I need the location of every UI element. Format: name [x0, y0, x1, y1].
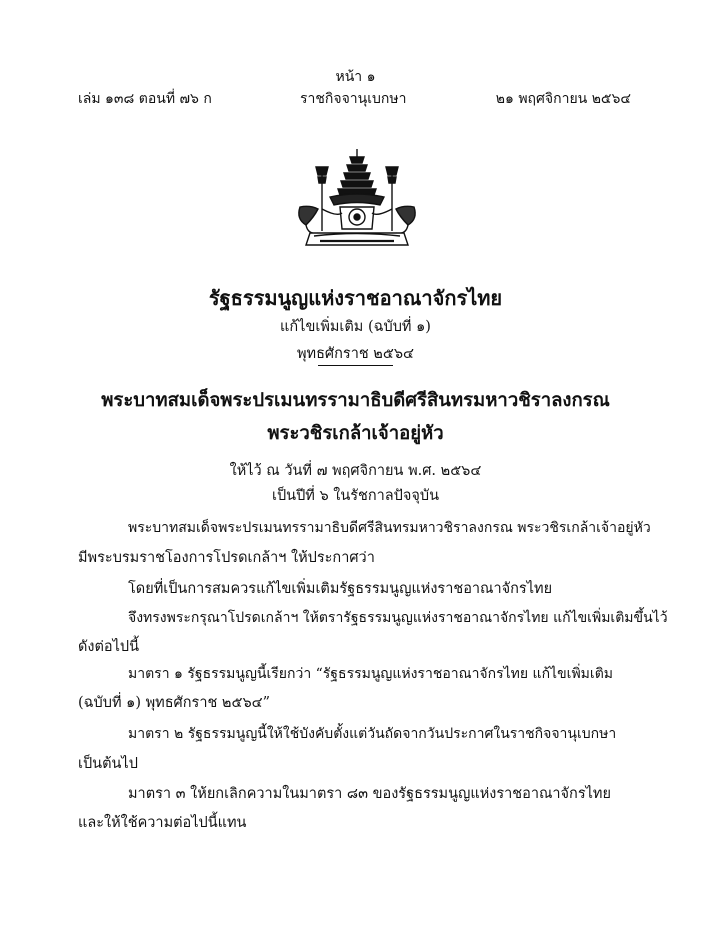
volume-issue: เล่ม ๑๓๘ ตอนที่ ๗๖ ก — [78, 91, 212, 107]
document-title: รัฐธรรมนูญแห่งราชอาณาจักรไทย — [208, 286, 503, 310]
title-year: พุทธศักราช ๒๕๖๔ — [296, 346, 415, 362]
king-name-line1: พระบาทสมเด็จพระปรเมนทรรามาธิบดีศรีสินทรมหาวชิราลงกรณ — [101, 390, 610, 411]
paragraph-line: พระบาทสมเด็จพระปรเมนทรรามาธิบดีศรีสินทรมหาวชิราลงกรณ พระวชิรเกล้าเจ้าอยู่หัว — [128, 520, 651, 536]
section-1-line2: (ฉบับที่ ๑) พุทธศักราช ๒๕๖๔” — [78, 695, 271, 711]
given-date: ให้ไว้ ณ วันที่ ๗ พฤศจิกายน พ.ศ. ๒๕๖๔ — [229, 463, 482, 479]
paragraph-line: จึงทรงพระกรุณาโปรดเกล้าฯ ให้ตรารัฐธรรมนูญแห่งราชอาณาจักรไทย แก้ไขเพิ่มเติมขึ้นไว้ — [128, 610, 668, 626]
king-name-line2: พระวชิรเกล้าเจ้าอยู่หัว — [267, 423, 444, 444]
section-3-line2: และให้ใช้ความต่อไปนี้แทน — [78, 815, 247, 831]
gazette-date: ๒๑ พฤศจิกายน ๒๕๖๔ — [495, 91, 631, 107]
title-amendment: แก้ไขเพิ่มเติม (ฉบับที่ ๑) — [280, 319, 431, 335]
title-divider — [318, 365, 393, 366]
paragraph-line: โดยที่เป็นการสมควรแก้ไขเพิ่มเติมรัฐธรรมนูญแห่งราชอาณาจักรไทย — [128, 581, 553, 597]
reign-year: เป็นปีที่ ๖ ในรัชกาลปัจจุบัน — [272, 488, 439, 504]
section-1-line1: มาตรา ๑ รัฐธรรมนูญนี้เรียกว่า “รัฐธรรมนูญแห่งราชอาณาจักรไทย แก้ไขเพิ่มเติม — [128, 666, 614, 682]
section-2-line1: มาตรา ๒ รัฐธรรมนูญนี้ให้ใช้บังคับตั้งแต่วันถัดจากวันประกาศในราชกิจจานุเบกษา — [128, 726, 617, 742]
page-number: หน้า ๑ — [335, 69, 376, 85]
gazette-name: ราชกิจจานุเบกษา — [300, 91, 407, 107]
section-2-line2: เป็นต้นไป — [78, 756, 138, 772]
paragraph-line: ดังต่อไปนี้ — [78, 639, 140, 655]
paragraph-line: มีพระบรมราชโองการโปรดเกล้าฯ ให้ประกาศว่า — [78, 550, 375, 566]
royal-seal-icon — [292, 147, 422, 253]
section-3-line1: มาตรา ๓ ให้ยกเลิกความในมาตรา ๘๓ ของรัฐธรรมนูญแห่งราชอาณาจักรไทย — [128, 786, 611, 802]
